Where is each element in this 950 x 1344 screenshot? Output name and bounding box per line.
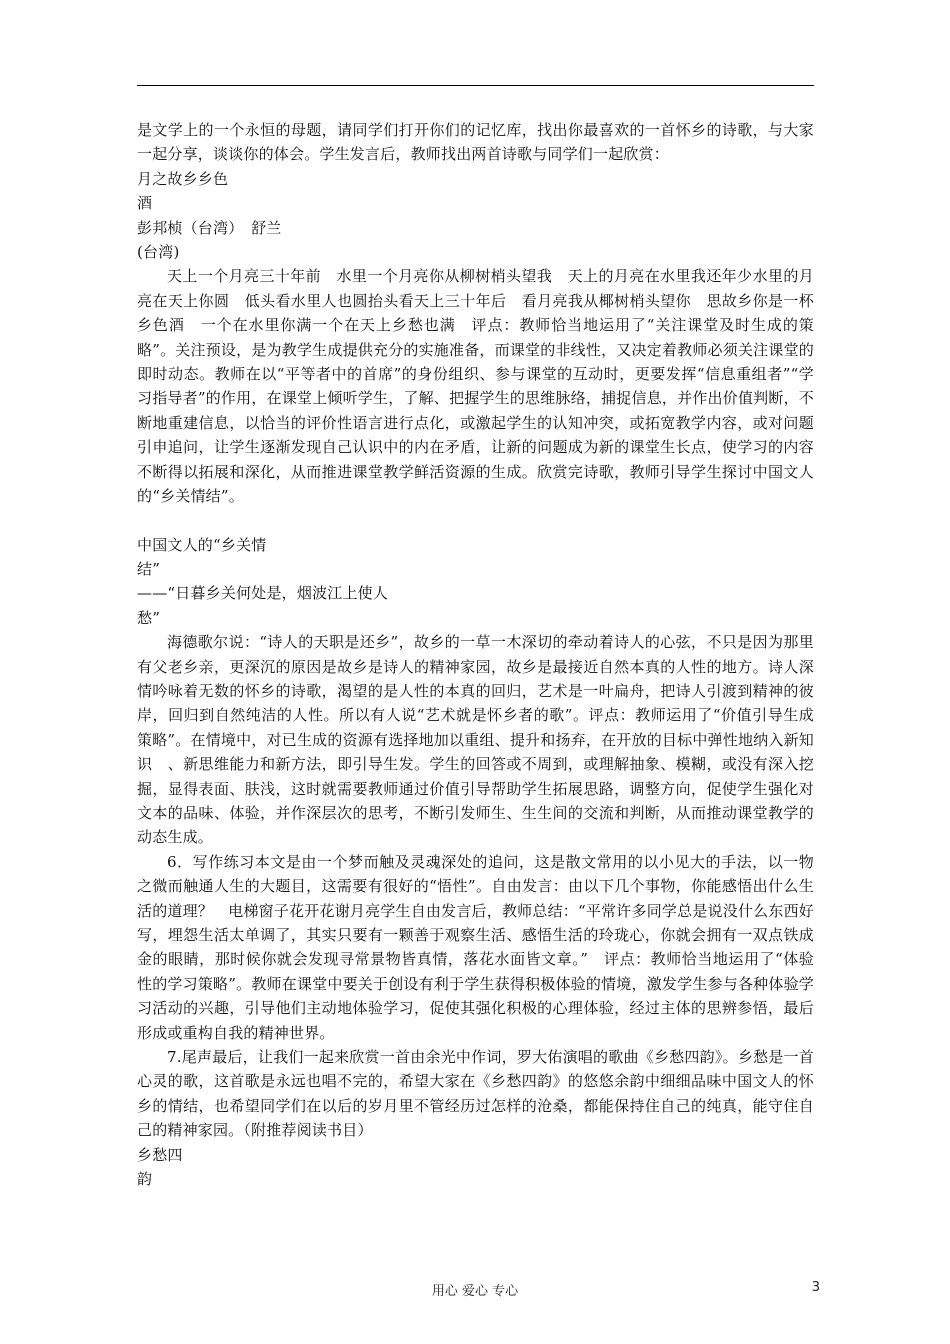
section-6-paragraph: 6．写作练习本文是由一个梦而触及灵魂深处的追问，这是散文常用的以小见大的手法，以一物之微而触通人生的大题目，这需要有很好的“悟性”。自由发言：由以下几个事物，你能感悟出什么生活的道理？ 电梯窗子花开花谢月亮学生自由发言后，教师总结：“平常许多同学总是说没什么东西好写，埋怨生活太单调了，其实只要有一颗善于观察生活、感悟生活的玲珑心，你就会拥有一双点铁成金的眼睛，那时候你就会发现寻常景物皆真情，落花水面皆文章。” 评点：教师恰当地运用了“体验性的学习策略”。教师在课堂中要关于创设有利于学生获得积极体验的情境，激发学生参与各种体验学习活动的兴趣，引导他们主动地体验学习，促使其强化积极的心理体验，经过主体的思辨参悟，最后形成或重构自我的精神世界。: [137, 852, 814, 1042]
poem-title-line2: 酒: [137, 194, 153, 213]
blank-line: [137, 509, 814, 533]
section-title-line2: 结”: [137, 559, 161, 578]
poem-title-line1: 月之故乡乡色: [137, 169, 229, 188]
poem-authors-line1: 彭邦桢（台湾） 舒兰: [137, 218, 282, 237]
section-7-paragraph: 7.尾声最后，让我们一起来欣赏一首由余光中作词，罗大佑演唱的歌曲《乡愁四韵》。乡愁是一首心灵的歌，这首歌是永远也唱不完的，希望大家在《乡愁四韵》的悠悠余韵中细细品味中国文人的怀乡的情结，也希望同学们在以后的岁月里不管经历过怎样的沧桑，都能保持住自己的纯真，能守住自己的精神家园。（附推荐阅读书目）: [137, 1048, 814, 1140]
quote-line2: 愁”: [137, 608, 161, 627]
footer-motto: 用心 爱心 专心: [431, 1284, 519, 1299]
section-title-line1: 中国文人的“乡关情: [137, 535, 267, 554]
poem-and-comment-paragraph: 天上一个月亮三十年前 水里一个月亮你从柳树梢头望我 天上的月亮在水里我还年少水里的月亮在天上你圆 低头看水里人也圆抬头看天上三十年后 看月亮我从椰树梢头望你 思故乡你是一杯乡色酒 一个在水里你满一个在天上乡愁也满 评点：教师恰当地运用了“关注课堂及时生成的策略”。关注预设，是为教学生成提供充分的实施准备，而课堂的非线性，又决定着教师必须关注课堂的即时动态。教师在以“平等者中的首席”的身份组织、参与课堂的互动时，更要发挥“信息重组者”“学习指导者”的作用，在课堂上倾听学生，了解、把握学生的思维脉络，捕捉信息，并作出价值判断，不断地重建信息，以恰当的评价性语言进行点化，或激起学生的认知冲突，或拓宽教学内容，或对问题引申追问，让学生逐渐发现自己认识中的内在矛盾，让新的问题成为新的课堂生长点，使学习的内容不断得以拓展和深化，从而推进课堂教学鲜活资源的生成。欣赏完诗歌，教师引导学生探讨中国文人的“乡关情结”。: [137, 267, 814, 506]
quote-line1: ——“日暮乡关何处是，烟波江上使人: [137, 584, 389, 603]
song-title-line2: 韵: [137, 1170, 153, 1189]
poem-authors-line2: (台湾): [137, 243, 180, 262]
intro-paragraph: 是文学上的一个永恒的母题，请同学们打开你们的记忆库，找出你最喜欢的一首怀乡的诗歌，与大家一起分享，谈谈你的体会。学生发言后，教师找出两首诗歌与同学们一起欣赏：: [137, 121, 814, 164]
page-number: 3: [811, 1280, 820, 1295]
song-title-line1: 乡愁四: [137, 1145, 183, 1164]
heidegger-paragraph: 海德歌尔说：“诗人的天职是还乡”，故乡的一草一木深切的牵动着诗人的心弦，不只是因为那里有父老乡亲，更深沉的原因是故乡是诗人的精神家园，故乡是最接近自然本真的人性的地方。诗人深情吟咏着无数的怀乡的诗歌，渴望的是人性的本真的回归，艺术是一叶扁舟，把诗人引渡到精神的彼岸，回归到自然纯洁的人性。所以有人说“艺术就是怀乡者的歌”。评点：教师运用了“价值引导生成策略”。在情境中，对已生成的资源有选择地加以重组、提升和扬弃，在开放的目标中弹性地纳入新知识 、新思维能力和新方法，即引导生发。学生的回答或不周到，或理解抽象、模糊，或没有深入挖掘，显得表面、肤浅，这时就需要教师通过价值引导帮助学生拓展思路，调整方向，促使学生强化对文本的品味、体验，并作深层次的思考，不断引发师生、生生间的交流和判断，从而推动课堂教学的动态生成。: [137, 633, 814, 847]
document-body: [137, 118, 814, 1191]
header-rule: [137, 85, 814, 86]
